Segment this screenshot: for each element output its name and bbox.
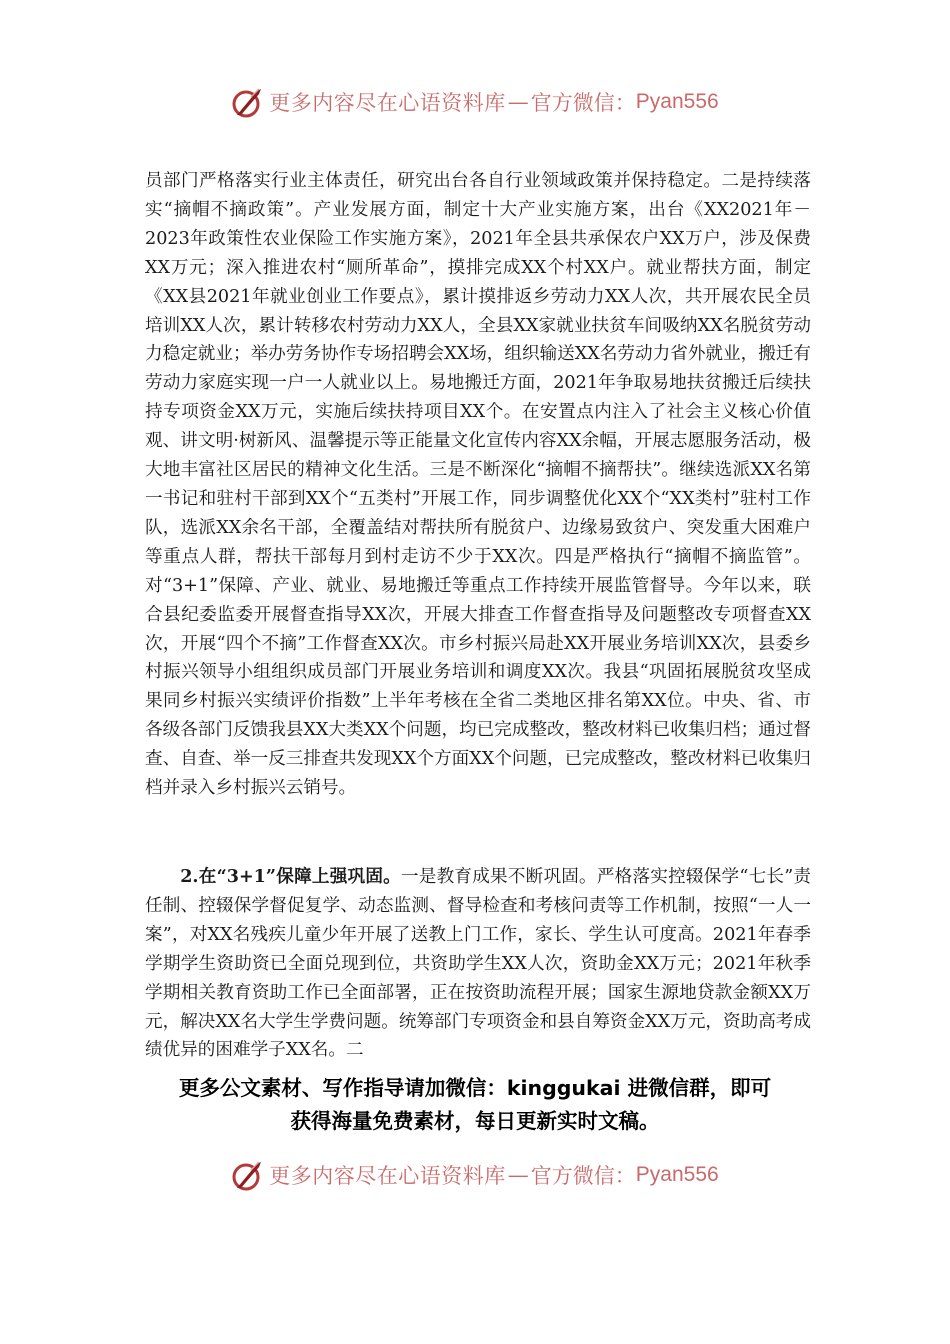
watermark-header	[0, 82, 950, 122]
body-paragraph-2	[145, 863, 811, 1065]
body-paragraph-1: 员部门严格落实行业主体责任，研究出台各自行业领域政策并保持稳定。二是持续落实“摘帽不摘政策”。产业发展方面，制定十大产业实施方案，出台《XX2021年－2023年政策性农业保险工作实施方案》，2021年全县共承保农户XX万户，涉及保费XX万元；深入推进农村“厕所革命”，摸排完成XX个村XX户。就业帮扶方面，制定《XX县2021年就业创业工作要点》，累计摸排返乡劳动力XX人次，共开展农民全员培训XX人次，累计转移农村劳动力XX人，全县XX家就业扶贫车间吸纳XX名脱贫劳动力稳定就业；举办劳务协作专场招聘会XX场，组织输送XX名劳动力省外就业，搬迁有劳动力家庭实现一户一人就业以上。易地搬迁方面，2021年争取易地扶贫搬迁后续扶持专项资金XX万元，实施后续扶持项目XX个。在安置点内注入了社会主义核心价值观、讲文明·树新风、温馨提示等正能量文化宣传内容XX余幅，开展志愿服务活动，极大地丰富社区居民的精神文化生活。三是不断深化“摘帽不摘帮扶”。继续选派XX名第一书记和驻村干部到XX个“五类村”开展工作，同步调整优化XX个“XX类村”驻村工作队，选派XX余名干部，全覆盖结对帮扶所有脱贫户、边缘易致贫户、突发重大困难户等重点人群，帮扶干部每月到村走访不少于XX次。四是严格执行“摘帽不摘监管”。对“3+1”保障、产业、就业、易地搬迁等重点工作持续开展监管督导。今年以来，联合县纪委监委开展督查指导XX次，开展大排查工作督查指导及问题整改专项督查XX次，开展“四个不摘”工作督查XX次。市乡村振兴局赴XX开展业务培训XX次，县委乡村振兴领导小组组织成员部门开展业务培训和调度XX次。我县“巩固拓展脱贫攻坚成果同乡村振兴实绩评价指数”上半年考核在全省二类地区排名第XX位。中央、省、市各级各部门反馈我县XX大类XX个问题，均已完成整改，整改材料已收集归档；通过督查、自查、举一反三排查共发现XX个方面XX个问题，已完成整改，整改材料已收集归档并录入乡村振兴云销号。	[145, 171, 811, 799]
watermark-footer	[0, 1155, 950, 1195]
watermark-dash: —	[507, 90, 529, 114]
promo-line-1: 更多公文素材、写作指导请加微信：kinggukai 进微信群，即可	[178, 1076, 772, 1100]
watermark-wechat-label: 官方微信：	[530, 1164, 636, 1188]
promo-line-2: 获得海量免费素材，每日更新实时文稿。	[290, 1109, 660, 1133]
watermark-text: 更多内容尽在心语资料库	[269, 1164, 506, 1188]
quill-logo-icon	[231, 85, 265, 119]
watermark-text: 更多内容尽在心语资料库	[269, 91, 506, 115]
watermark-wechat-id: Pyan556	[635, 1163, 719, 1186]
promo-notice	[0, 1072, 950, 1138]
quill-logo-icon	[231, 1158, 265, 1192]
section-heading-lead: 2.在“3+1”保障上强巩固。	[180, 866, 401, 887]
watermark-wechat-id: Pyan556	[635, 90, 719, 113]
watermark-dash: —	[507, 1163, 529, 1187]
section-body-text: 一是教育成果不断巩固。严格落实控辍保学“七长”责任制、控辍保学督促复学、动态监测、督导检查和考核问责等工作机制，按照“一人一案”，对XX名残疾儿童少年开展了送教上门工作，家长、学生认可度高。2021年春季学期学生资助资已全面兑现到位，共资助学生XX人次，资助金XX万元；2021年秋季学期相关教育资助工作已全面部署，正在按资助流程开展；国家生源地贷款金额XX万元，解决XX名大学生学费问题。统筹部门专项资金和县自筹资金XX万元，资助高考成绩优异的困难学子XX名。二	[145, 867, 811, 1061]
watermark-wechat-label: 官方微信：	[530, 91, 636, 115]
